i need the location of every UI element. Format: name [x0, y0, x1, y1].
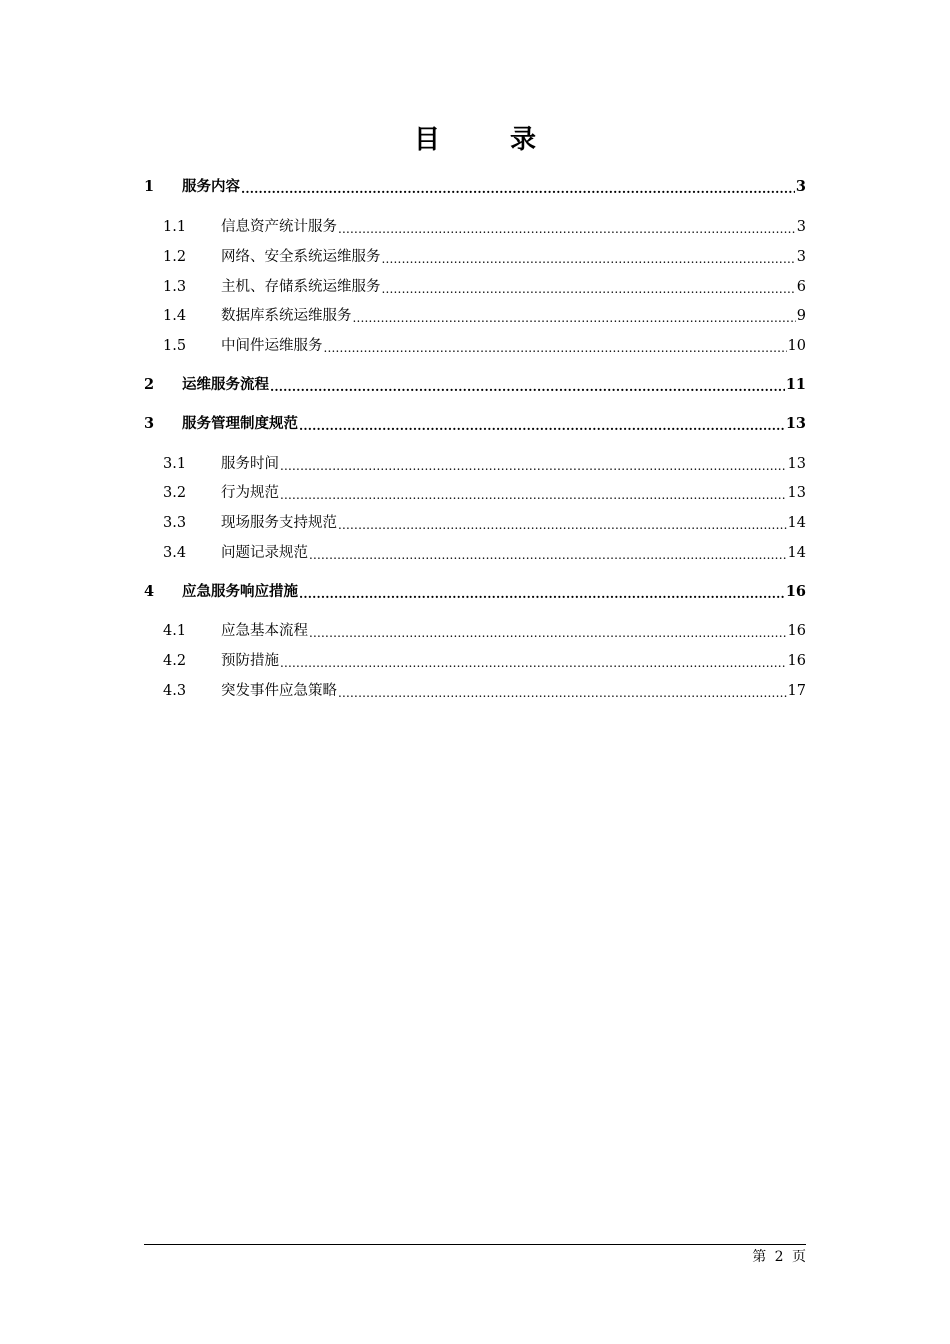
toc-entry-title: 现场服务支持规范	[221, 515, 337, 531]
footer-page-number: 第 2 页	[752, 1249, 806, 1265]
toc-entry-3-1[interactable]	[144, 453, 806, 475]
toc-entry-title: 问题记录规范	[221, 545, 308, 561]
toc-entry-title: 突发事件应急策略	[221, 683, 337, 699]
toc-entry-page: 14	[787, 515, 806, 531]
toc-entry-3[interactable]	[144, 413, 806, 435]
toc-dot-leader	[382, 276, 796, 298]
toc-entry-number: 3.2	[163, 485, 187, 501]
toc-dot-leader	[338, 512, 787, 534]
toc-entry-3-3[interactable]	[144, 512, 806, 534]
toc-dot-leader	[382, 246, 796, 268]
toc-dot-leader	[299, 581, 785, 603]
toc-dot-leader	[309, 620, 787, 642]
toc-entry-page: 3	[795, 178, 806, 195]
toc-entry-1-2[interactable]	[144, 246, 806, 268]
toc-entry-title: 服务内容	[182, 178, 240, 195]
toc-entry-title: 运维服务流程	[182, 376, 269, 393]
toc-entry-title: 主机、存储系统运维服务	[221, 279, 381, 295]
footer-divider	[144, 1244, 806, 1245]
toc-entry-number: 4	[144, 583, 155, 600]
toc-entry-page: 16	[787, 623, 806, 639]
page-title: 目 录	[413, 125, 558, 155]
toc-entry-page: 16	[785, 583, 806, 600]
toc-entry-number: 1.1	[163, 219, 187, 235]
toc-entry-page: 10	[787, 338, 806, 354]
toc-entry-title: 预防措施	[221, 653, 279, 669]
toc-entry-3-4[interactable]	[144, 542, 806, 564]
toc-entry-1-5[interactable]	[144, 335, 806, 357]
toc-entry-title: 行为规范	[221, 485, 279, 501]
toc-entry-number: 1	[144, 178, 155, 195]
toc-entry-page: 3	[796, 219, 806, 235]
toc-entry-number: 3.1	[163, 456, 187, 472]
toc-entry-number: 1.3	[163, 279, 187, 295]
toc-entry-page: 17	[787, 683, 806, 699]
toc-entry-page: 13	[785, 415, 806, 432]
toc-entry-1[interactable]	[144, 176, 806, 198]
toc-entry-page: 16	[787, 653, 806, 669]
toc-entry-page: 3	[796, 249, 806, 265]
toc-dot-leader	[324, 335, 787, 357]
toc-dot-leader	[353, 305, 796, 327]
toc-entry-page: 13	[787, 456, 806, 472]
toc-entry-title: 服务管理制度规范	[182, 415, 298, 432]
toc-entry-number: 4.2	[163, 653, 187, 669]
toc-entry-1-4[interactable]	[144, 305, 806, 327]
toc-entry-1-3[interactable]	[144, 276, 806, 298]
toc-entry-title: 网络、安全系统运维服务	[221, 249, 381, 265]
toc-entry-title: 服务时间	[221, 456, 279, 472]
toc-entry-number: 3	[144, 415, 155, 432]
toc-entry-3-2[interactable]	[144, 482, 806, 504]
toc-entry-4-3[interactable]	[144, 680, 806, 702]
toc-entry-page: 14	[787, 545, 806, 561]
toc-entry-2[interactable]	[144, 374, 806, 396]
toc-entry-title: 应急基本流程	[221, 623, 308, 639]
toc-entry-4[interactable]	[144, 581, 806, 603]
toc-entry-page: 9	[796, 308, 806, 324]
toc-dot-leader	[280, 650, 787, 672]
toc-entry-number: 4.1	[163, 623, 187, 639]
toc-entry-number: 3.4	[163, 545, 187, 561]
toc-entry-number: 2	[144, 376, 155, 393]
toc-entry-4-1[interactable]	[144, 620, 806, 642]
toc-dot-leader	[338, 216, 796, 238]
toc-dot-leader	[299, 413, 785, 435]
toc-entry-number: 1.5	[163, 338, 187, 354]
toc-dot-leader	[280, 482, 787, 504]
toc-entry-number: 3.3	[163, 515, 187, 531]
toc-entry-number: 4.3	[163, 683, 187, 699]
toc-dot-leader	[241, 176, 795, 198]
toc-dot-leader	[309, 542, 787, 564]
toc-entry-page: 6	[796, 279, 806, 295]
toc-entry-4-2[interactable]	[144, 650, 806, 672]
toc-entry-number: 1.4	[163, 308, 187, 324]
toc-entry-title: 中间件运维服务	[221, 338, 323, 354]
toc-dot-leader	[280, 453, 787, 475]
toc-entry-1-1[interactable]	[144, 216, 806, 238]
toc-entry-number: 1.2	[163, 249, 187, 265]
toc-dot-leader	[338, 680, 787, 702]
toc-entry-title: 信息资产统计服务	[221, 219, 337, 235]
toc-dot-leader	[270, 374, 785, 396]
toc-entry-page: 11	[785, 376, 806, 393]
toc-entry-title: 数据库系统运维服务	[221, 308, 352, 324]
toc-entry-title: 应急服务响应措施	[182, 583, 298, 600]
toc-entry-page: 13	[787, 485, 806, 501]
